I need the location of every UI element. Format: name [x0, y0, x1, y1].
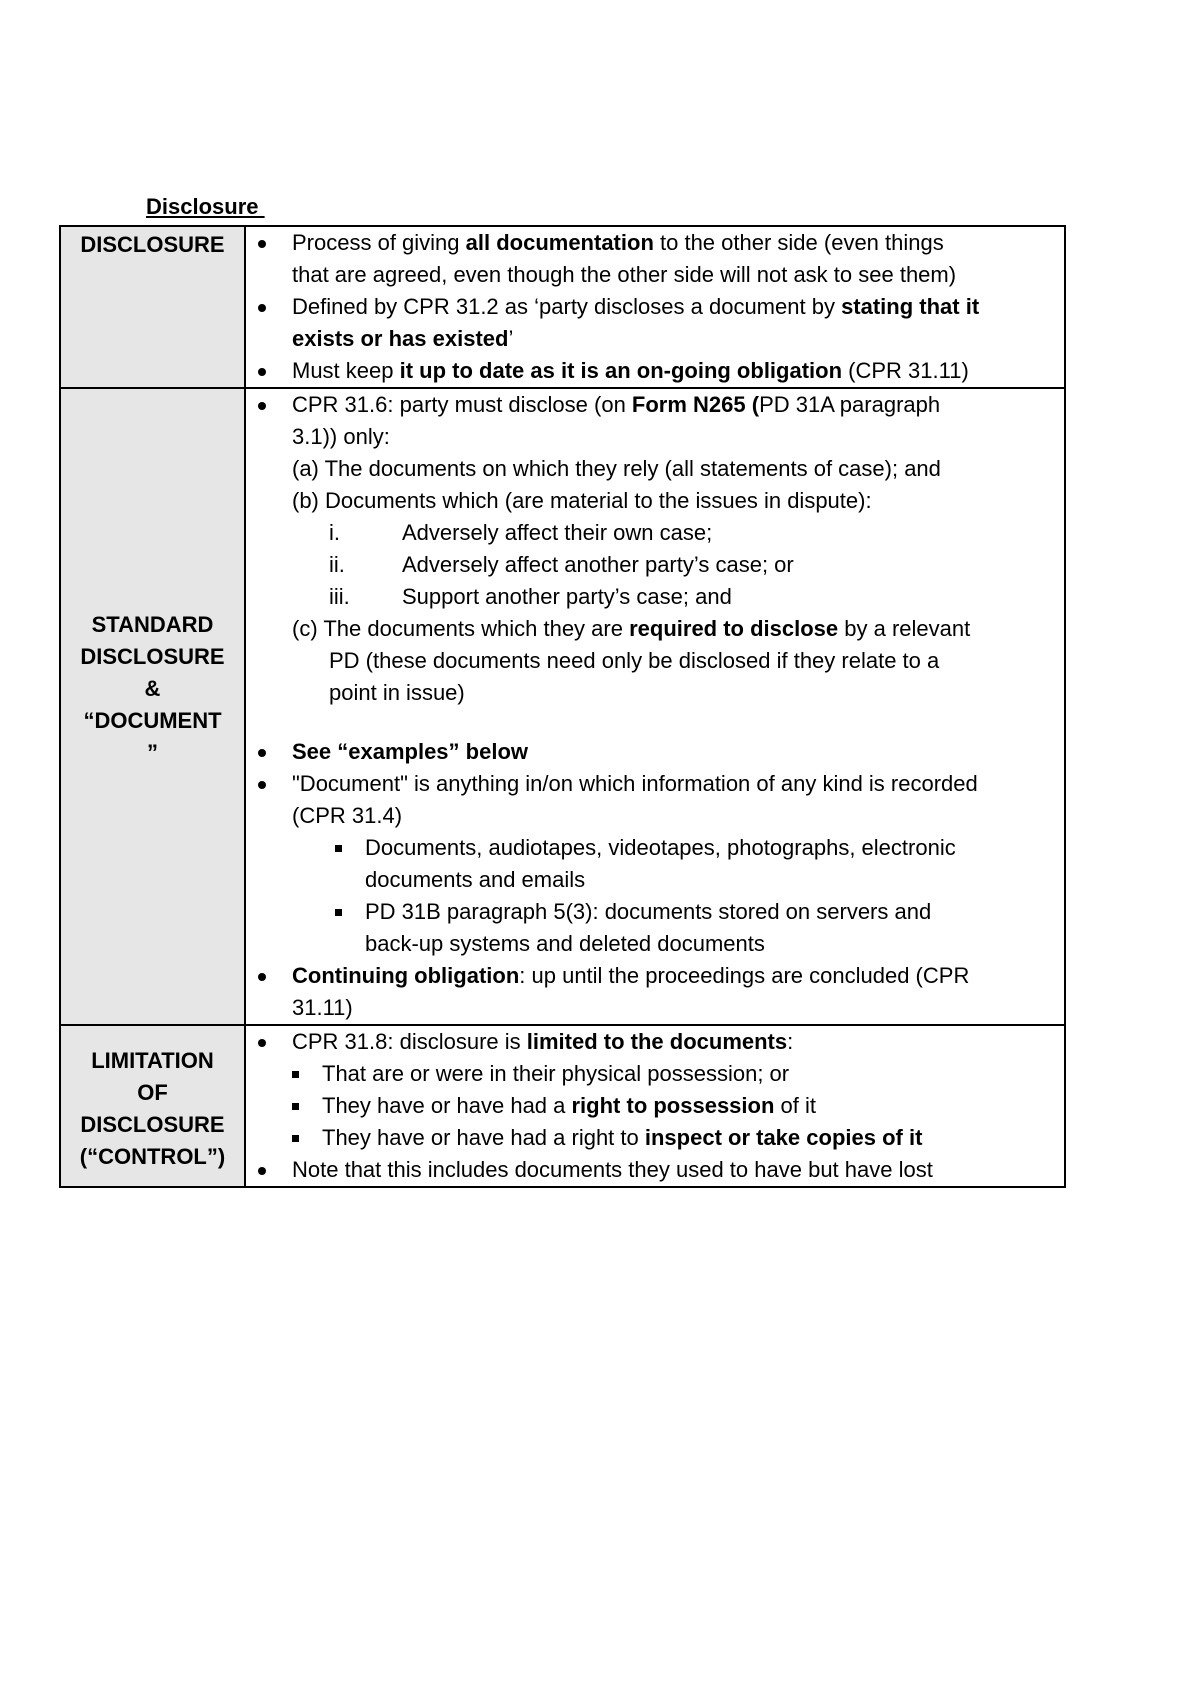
document-title: Disclosure	[146, 194, 265, 219]
text-run: ’	[508, 326, 514, 351]
bullet-icon	[258, 973, 266, 981]
row-content-standard-disclosure	[245, 388, 1065, 1025]
bold-text-run: it up to date as it is an on-going obligation	[399, 358, 843, 383]
bullet-icon	[258, 781, 266, 789]
nested-list-item	[246, 1090, 1064, 1122]
roman-item	[246, 549, 1064, 581]
bold-text-run: exists or has existed	[292, 326, 509, 351]
bullet-icon	[258, 368, 266, 376]
text-run: They have or have had a right to	[322, 1125, 645, 1150]
roman-item	[246, 517, 1064, 549]
text-run: CPR 31.8: disclosure is	[292, 1029, 527, 1054]
list-item-continuation	[246, 259, 1064, 291]
text-run: PD 31B paragraph 5(3): documents stored on servers and	[365, 899, 932, 924]
square-bullet-icon	[335, 909, 342, 916]
row-label-disclosure	[60, 226, 245, 388]
list-item	[246, 736, 1064, 768]
bold-text-run: required to disclose	[629, 616, 839, 641]
text-run: Note that this includes documents they used to have but have lost	[292, 1157, 933, 1182]
bullet-icon	[258, 240, 266, 248]
text-run: (CPR 31.11)	[842, 358, 969, 383]
list-item	[246, 960, 1064, 992]
row-label-line: OF	[137, 1080, 168, 1105]
list-item-continuation	[246, 421, 1064, 453]
row-label-line: (“CONTROL”)	[79, 1144, 226, 1169]
list-item-continuation	[246, 992, 1064, 1024]
bold-text-run: limited to the documents	[526, 1029, 788, 1054]
nested-list-item-continuation	[246, 928, 1064, 960]
bold-text-run: inspect or take copies of it	[644, 1125, 923, 1150]
spacer	[246, 709, 1064, 736]
text-run: Process of giving	[292, 230, 466, 255]
text-run: That are or were in their physical possession; or	[322, 1061, 790, 1086]
row-label-line: STANDARD	[91, 611, 214, 637]
row-label-line: DISCLOSURE	[80, 643, 225, 669]
table-row-standard-disclosure	[60, 388, 1065, 1025]
text-run: PD (these documents need only be disclosed if they relate to a	[329, 648, 940, 673]
bold-text-run: right to possession	[571, 1093, 775, 1118]
row-label-line: ”	[147, 739, 158, 765]
list-item	[246, 1154, 1064, 1186]
list-item-continuation	[246, 323, 1064, 355]
bold-text-run: Form N265 (	[631, 392, 760, 417]
sub-item-continuation	[246, 677, 1064, 709]
table-row-disclosure	[60, 226, 1065, 388]
row-content-disclosure	[245, 226, 1065, 388]
list-item	[246, 227, 1064, 259]
text-run: Support another party’s case; and	[402, 584, 732, 609]
text-run: Adversely affect their own case;	[402, 520, 713, 545]
text-run: 31.11)	[292, 995, 353, 1020]
bullet-icon	[258, 749, 266, 757]
row-label-standard-disclosure	[60, 388, 245, 1025]
text-run: back-up systems and deleted documents	[365, 931, 765, 956]
text-run: They have or have had a	[322, 1093, 572, 1118]
roman-numeral: iii.	[329, 584, 350, 609]
nested-list-item	[246, 1122, 1064, 1154]
sub-item-continuation	[246, 645, 1064, 677]
sub-item	[246, 453, 1064, 485]
bold-text-run: See “examples” below	[292, 739, 528, 764]
nested-list-item	[246, 1058, 1064, 1090]
text-run: point in issue)	[329, 680, 465, 705]
text-run: Defined by CPR 31.2 as ‘party discloses a document by	[292, 294, 842, 319]
text-run: Must keep	[292, 358, 400, 383]
text-run: :	[787, 1029, 794, 1054]
square-bullet-icon	[292, 1071, 299, 1078]
nested-list-item-continuation	[246, 864, 1064, 896]
text-run: (c) The documents which they are	[292, 616, 630, 641]
row-content-limitation	[245, 1025, 1065, 1187]
square-bullet-icon	[292, 1135, 299, 1142]
bullet-icon	[258, 1167, 266, 1175]
bold-text-run: stating that it	[841, 294, 980, 319]
nested-list-item	[246, 832, 1064, 864]
square-bullet-icon	[335, 845, 342, 852]
bold-text-run: all documentation	[465, 230, 654, 255]
row-label-text: DISCLOSURE	[80, 232, 225, 257]
text-run: Adversely affect another party’s case; or	[402, 552, 794, 577]
text-run: that are agreed, even though the other side will not ask to see them)	[292, 262, 957, 287]
list-item	[246, 355, 1064, 387]
text-run: (a) The documents on which they rely (all statements of case); and	[292, 456, 941, 481]
row-label-line: “DOCUMENT	[83, 707, 222, 733]
roman-item	[246, 581, 1064, 613]
list-item	[246, 291, 1064, 323]
roman-numeral: i.	[329, 520, 340, 545]
sub-item	[246, 613, 1064, 645]
text-run: (CPR 31.4)	[292, 803, 403, 828]
roman-numeral: ii.	[329, 552, 345, 577]
row-label-line: LIMITATION	[91, 1048, 214, 1073]
sub-item	[246, 485, 1064, 517]
list-item	[246, 1026, 1064, 1058]
text-run: CPR 31.6: party must disclose (on	[292, 392, 632, 417]
bullet-icon	[258, 402, 266, 410]
bold-text-run: Continuing obligation	[292, 963, 520, 988]
list-item	[246, 389, 1064, 421]
row-label-line: &	[144, 675, 161, 701]
list-item	[246, 768, 1064, 800]
text-run: (b) Documents which (are material to the issues in dispute):	[292, 488, 872, 513]
row-label-line: DISCLOSURE	[80, 1112, 225, 1137]
square-bullet-icon	[292, 1103, 299, 1110]
row-label-limitation	[60, 1025, 245, 1187]
text-run: "Document" is anything in/on which information of any kind is recorded	[292, 771, 978, 796]
disclosure-notes-table	[59, 225, 1066, 1188]
bullet-icon	[258, 1039, 266, 1047]
text-run: PD 31A paragraph	[759, 392, 941, 417]
text-run: by a relevant	[838, 616, 971, 641]
text-run: Documents, audiotapes, videotapes, photographs, electronic	[365, 835, 956, 860]
nested-list-item	[246, 896, 1064, 928]
list-item-continuation	[246, 800, 1064, 832]
table-row-limitation-of-disclosure	[60, 1025, 1065, 1187]
text-run: to the other side (even things	[653, 230, 944, 255]
text-run: documents and emails	[365, 867, 586, 892]
bullet-icon	[258, 304, 266, 312]
text-run: of it	[774, 1093, 816, 1118]
text-run: 3.1)) only:	[292, 424, 390, 449]
text-run: : up until the proceedings are concluded (CPR	[519, 963, 970, 988]
